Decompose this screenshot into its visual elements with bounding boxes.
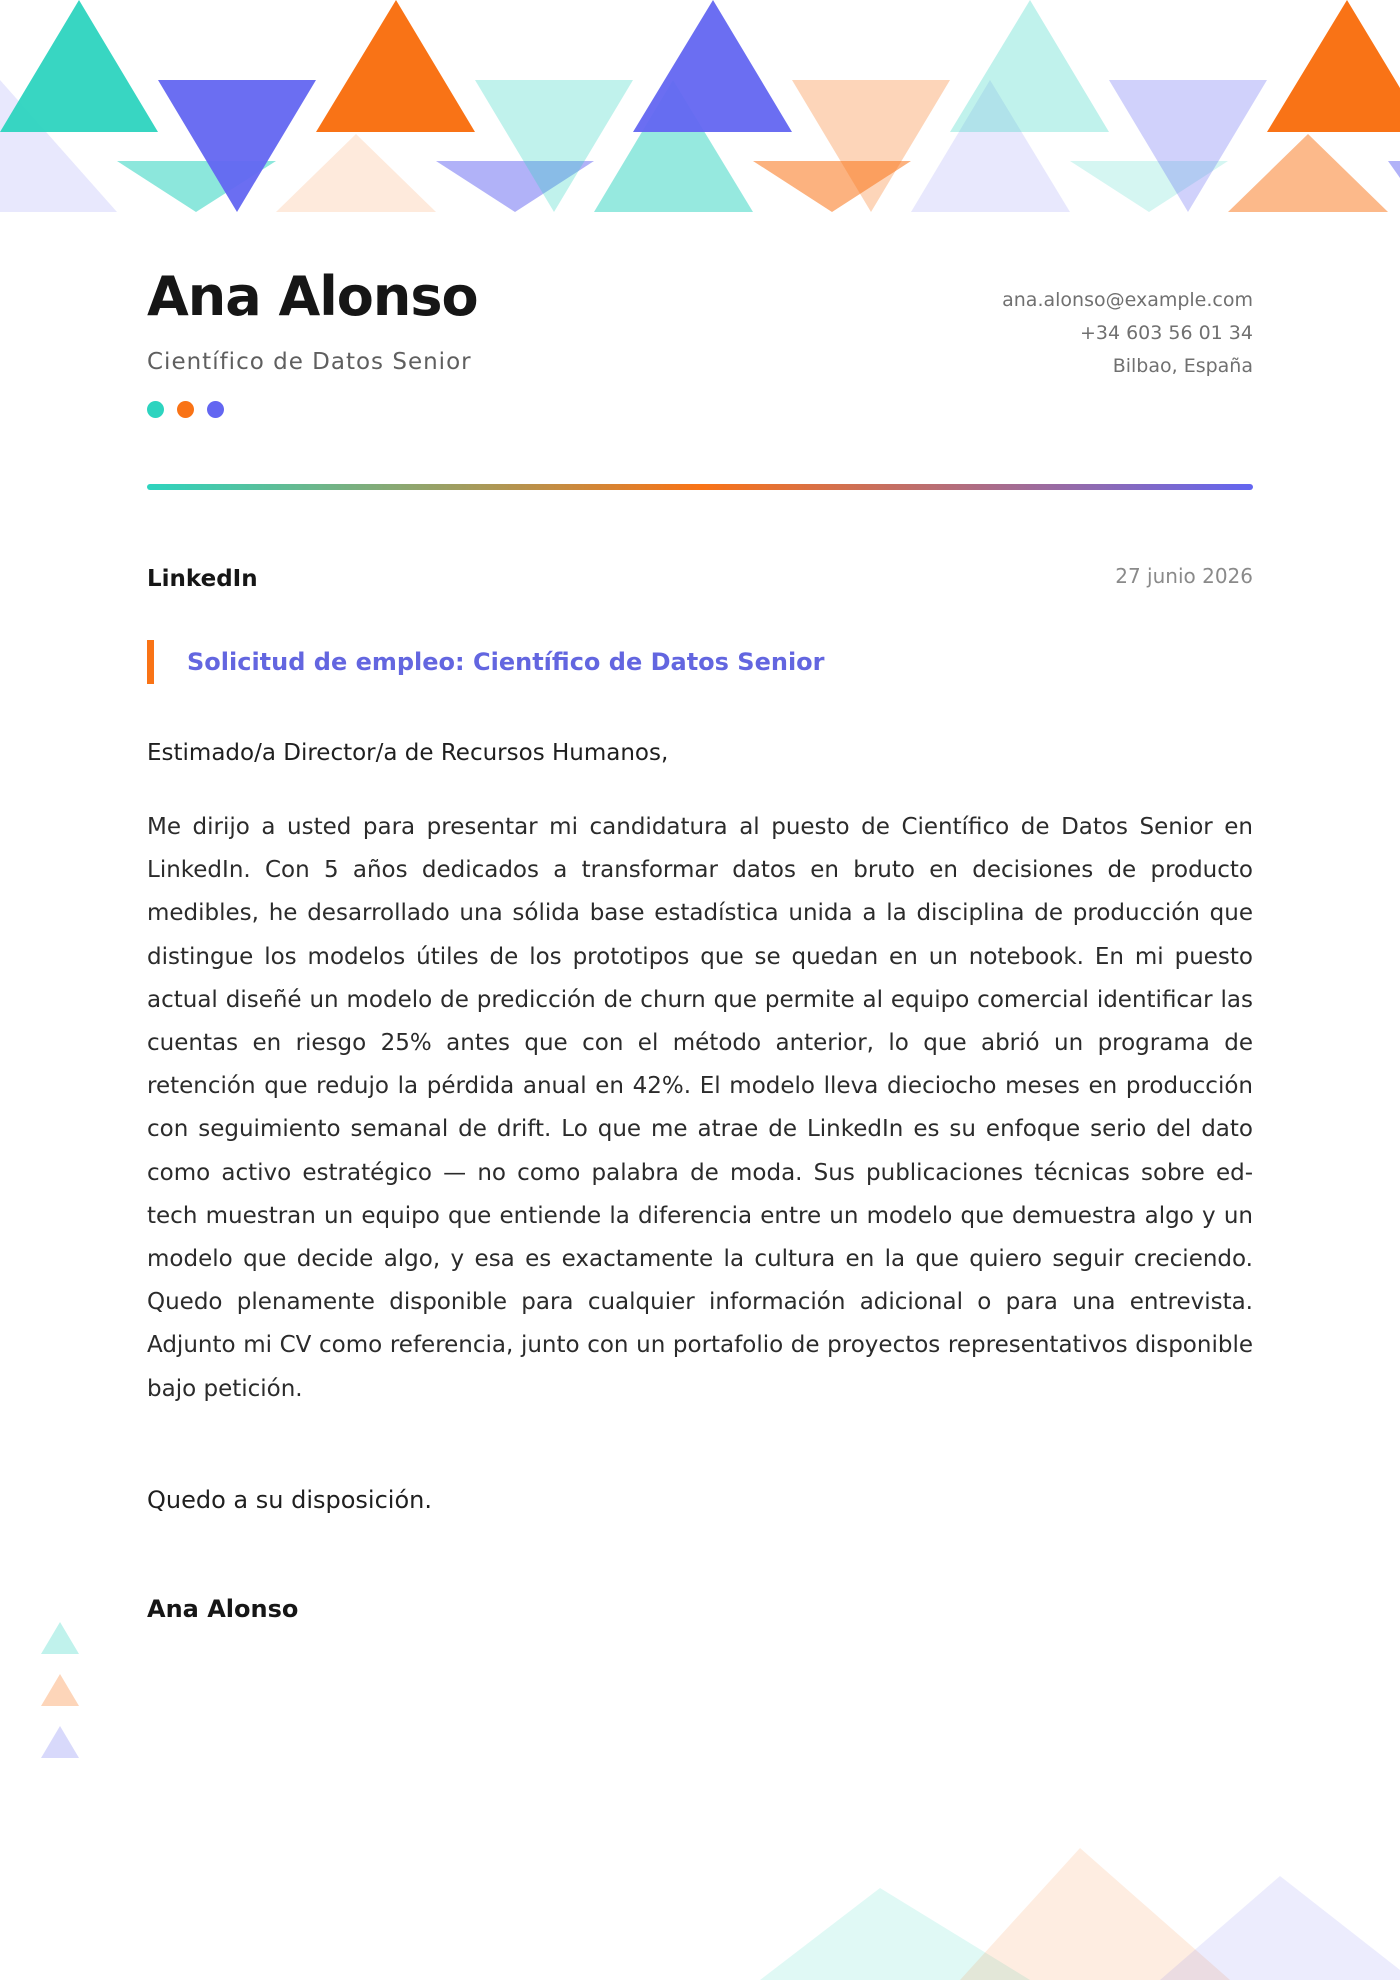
footer-triangle-pattern [0,1840,1400,1980]
triangle-decoration [41,1674,79,1706]
gradient-divider [147,484,1253,490]
triangle-decoration [0,0,158,132]
letter-salutation: Estimado/a Director/a de Recursos Humanos, [147,740,669,766]
contact-block [1002,284,1253,383]
recipient-company: LinkedIn [147,566,258,592]
triangle-decoration [316,0,475,132]
triangle-decoration [276,134,436,212]
indigo-dot [207,401,224,418]
triangle-decoration [633,0,792,132]
triangle-decoration [950,0,1109,132]
triangle-decoration [1267,0,1400,132]
triangle-decoration [1388,161,1400,178]
letter-closing: Quedo a su disposición. [147,1486,432,1514]
letter-date: 27 junio 2026 [1115,564,1253,588]
applicant-job-title: Científico de Datos Senior [147,349,472,375]
header-triangle-pattern [0,0,1400,215]
side-triangle-stack [38,1622,82,1762]
triangle-decoration [1160,1876,1400,1980]
applicant-name: Ana Alonso [147,265,478,328]
triangle-decoration [41,1726,79,1758]
triangle-decoration [41,1622,79,1654]
teal-dot [147,401,164,418]
accent-dots [147,401,224,418]
letter-signature: Ana Alonso [147,1595,299,1623]
letter-body: Me dirijo a usted para presentar mi candidatura al puesto de Científico de Datos Senior en LinkedIn. Con 5 años dedicados a transformar datos en bruto en decisiones de producto medibles, he desarrollado una sólida base estadística unida a la disciplina de producción que distingue los modelos útiles de los prototipos que se quedan en un notebook. En mi puesto actual diseñé un modelo de predicción de churn que permite al equipo comercial identificar las cuentas en riesgo 25% antes que con el método anterior, lo que abrió un programa de retención que redujo la pérdida anual en 42%. El modelo lleva dieciocho meses en producción con seguimiento semanal de drift. Lo que me atrae de LinkedIn es su enfoque serio del dato como activo estratégico — no como palabra de moda. Sus publicaciones técnicas sobre ed-tech muestran un equipo que entiende la diferencia entre un modelo que demuestra algo y un modelo que decide algo, y esa es exactamente la cultura en la que quiero seguir creciendo. Quedo plenamente disponible para cualquier información adicional o para una entrevista. Adjunto mi CV como referencia, junto con un portafolio de proyectos representativos disponible bajo petición. [147,814,1253,1402]
contact-email: ana.alonso@example.com [1002,289,1253,311]
contact-location: Bilbao, España [1112,355,1253,377]
triangle-decoration [1228,134,1388,212]
orange-dot [177,401,194,418]
contact-phone: +34 603 56 01 34 [1079,322,1253,344]
letter-subject: Solicitud de empleo: Científico de Datos Senior [147,640,825,684]
